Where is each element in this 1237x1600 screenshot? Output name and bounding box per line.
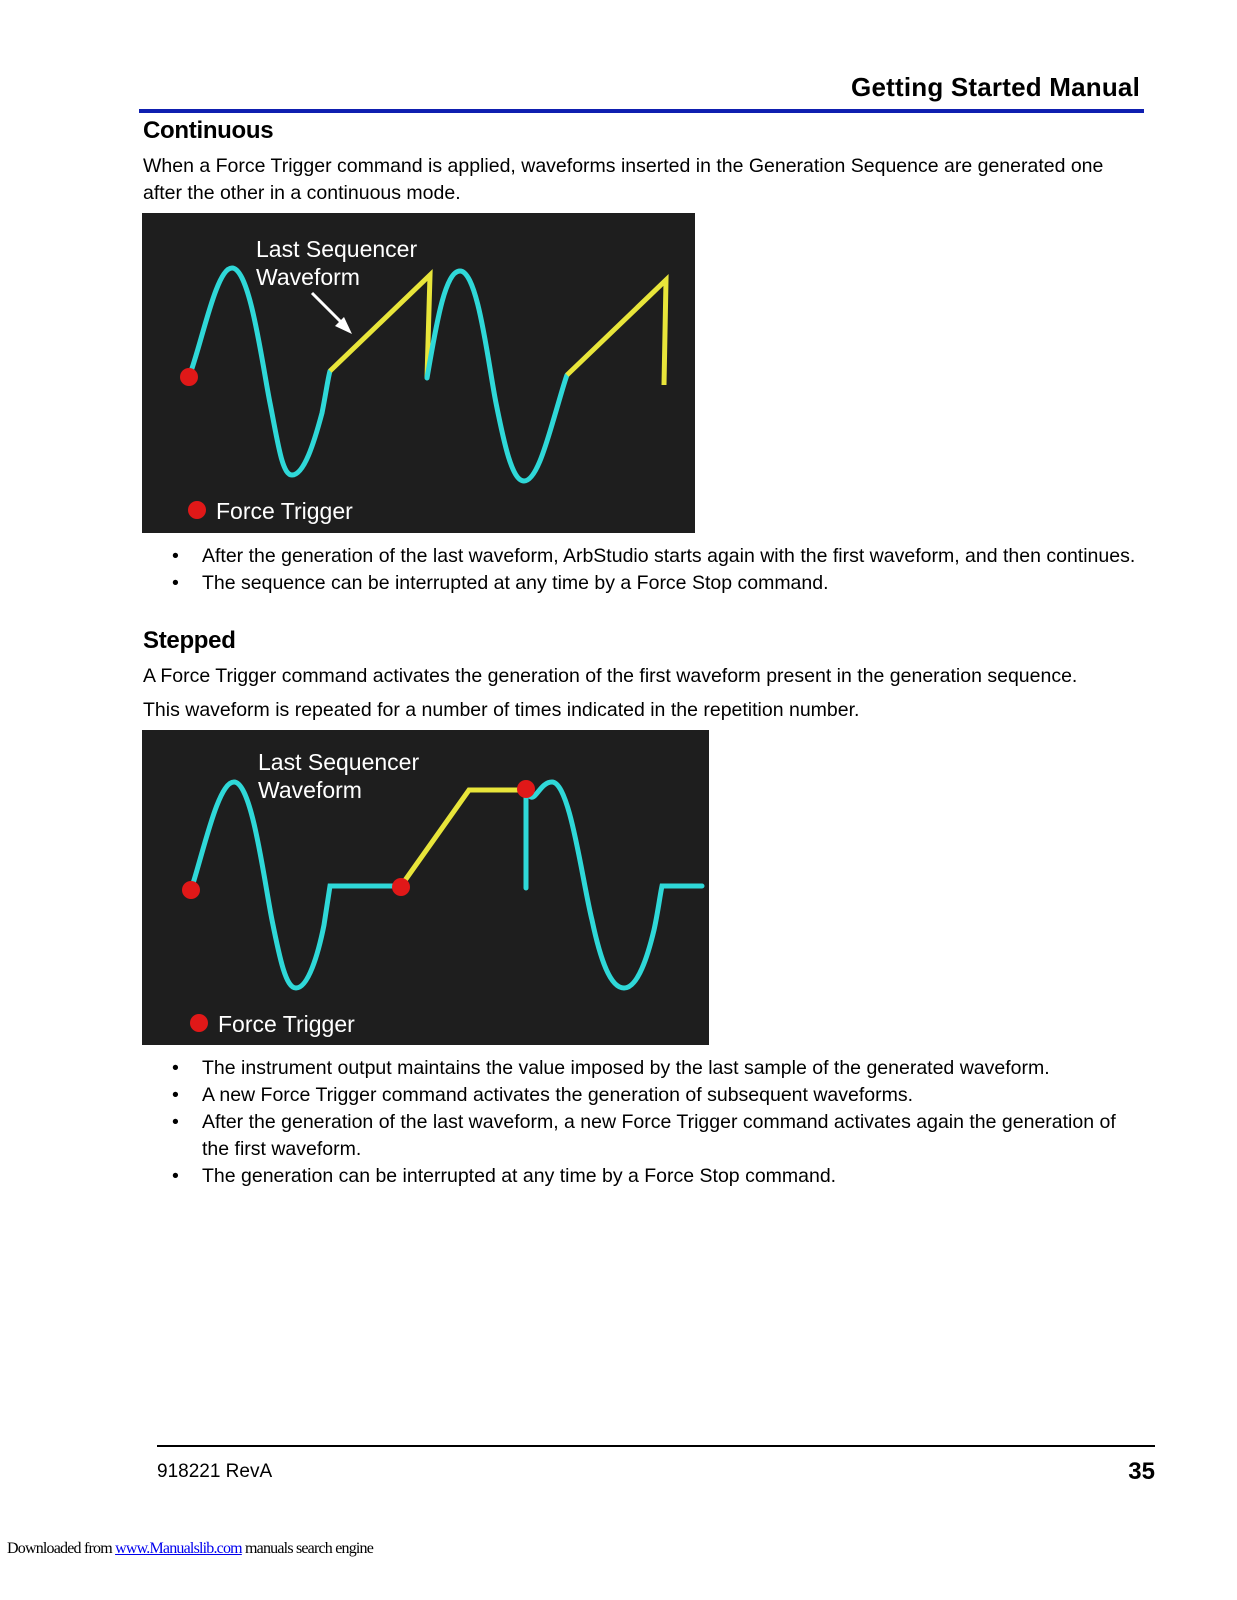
list-item: • The instrument output maintains the value imposed by the last sample of the generated waveform. — [172, 1055, 1142, 1082]
footer-doc-id: 918221 RevA — [157, 1461, 273, 1482]
stepped-waveform-figure — [142, 730, 709, 1045]
legend-trigger-dot — [188, 501, 206, 519]
trigger-dot — [517, 780, 535, 798]
trigger-dot — [180, 368, 198, 386]
section-heading-stepped: Stepped — [143, 627, 236, 654]
legend-label: Force Trigger — [218, 1011, 355, 1037]
running-header-title: Getting Started Manual — [851, 72, 1140, 102]
footer-rule — [157, 1445, 1155, 1447]
annotation-line1: Last Sequencer — [256, 236, 418, 262]
sine-wave-2 — [526, 782, 702, 988]
sine-wave-1 — [189, 268, 330, 475]
continuous-bullet-list — [172, 543, 1142, 597]
stepped-para-1: A Force Trigger command activates the generation of the first waveform present in the generation sequence. — [143, 665, 1078, 687]
list-item: • The generation can be interrupted at any time by a Force Stop command. — [172, 1163, 1142, 1190]
annotation-arrow-icon — [312, 293, 352, 334]
sequencer-ramp — [401, 790, 526, 886]
stepped-waveform-svg — [142, 730, 709, 1045]
bullet-icon: • — [172, 572, 179, 594]
list-item: • After the generation of the last waveform, a new Force Trigger command activates again the generation of the first waveform. — [172, 1111, 1116, 1160]
manualslib-link[interactable]: www.Manualslib.com — [115, 1540, 242, 1557]
page-number: 35 — [1128, 1458, 1155, 1485]
list-item: • A new Force Trigger command activates the generation of subsequent waveforms. — [172, 1082, 1142, 1109]
download-notice: Downloaded from www.Manualslib.com manuals search engine — [7, 1540, 374, 1557]
bullet-icon: • — [172, 1057, 179, 1079]
list-item: • The sequence can be interrupted at any time by a Force Stop command. — [172, 570, 1142, 597]
sine-wave-1 — [191, 782, 401, 988]
stepped-bullet-list — [172, 1055, 1142, 1190]
sine-wave-2 — [427, 271, 567, 481]
header-rule — [139, 109, 1144, 113]
continuous-intro: When a Force Trigger command is applied, waveforms inserted in the Generation Sequence are generated one after the other in a continuous mode. — [143, 155, 1104, 204]
annotation-line1: Last Sequencer — [258, 749, 420, 775]
sequencer-ramp-2 — [567, 280, 666, 385]
legend-label: Force Trigger — [216, 498, 353, 524]
section-heading-continuous: Continuous — [143, 117, 274, 144]
legend-trigger-dot — [190, 1014, 208, 1032]
annotation-line2: Waveform — [256, 264, 360, 290]
trigger-dot — [392, 878, 410, 896]
list-item: • After the generation of the last waveform, ArbStudio starts again with the first waveform, and then continues. — [172, 543, 1142, 570]
bullet-icon: • — [172, 1084, 179, 1106]
trigger-dot — [182, 881, 200, 899]
bullet-icon: • — [172, 1111, 179, 1133]
stepped-para-2: This waveform is repeated for a number of times indicated in the repetition number. — [143, 699, 860, 721]
continuous-waveform-figure — [142, 213, 695, 533]
bullet-icon: • — [172, 1165, 179, 1187]
annotation-line2: Waveform — [258, 777, 362, 803]
continuous-waveform-svg — [142, 213, 695, 533]
bullet-icon: • — [172, 545, 179, 567]
